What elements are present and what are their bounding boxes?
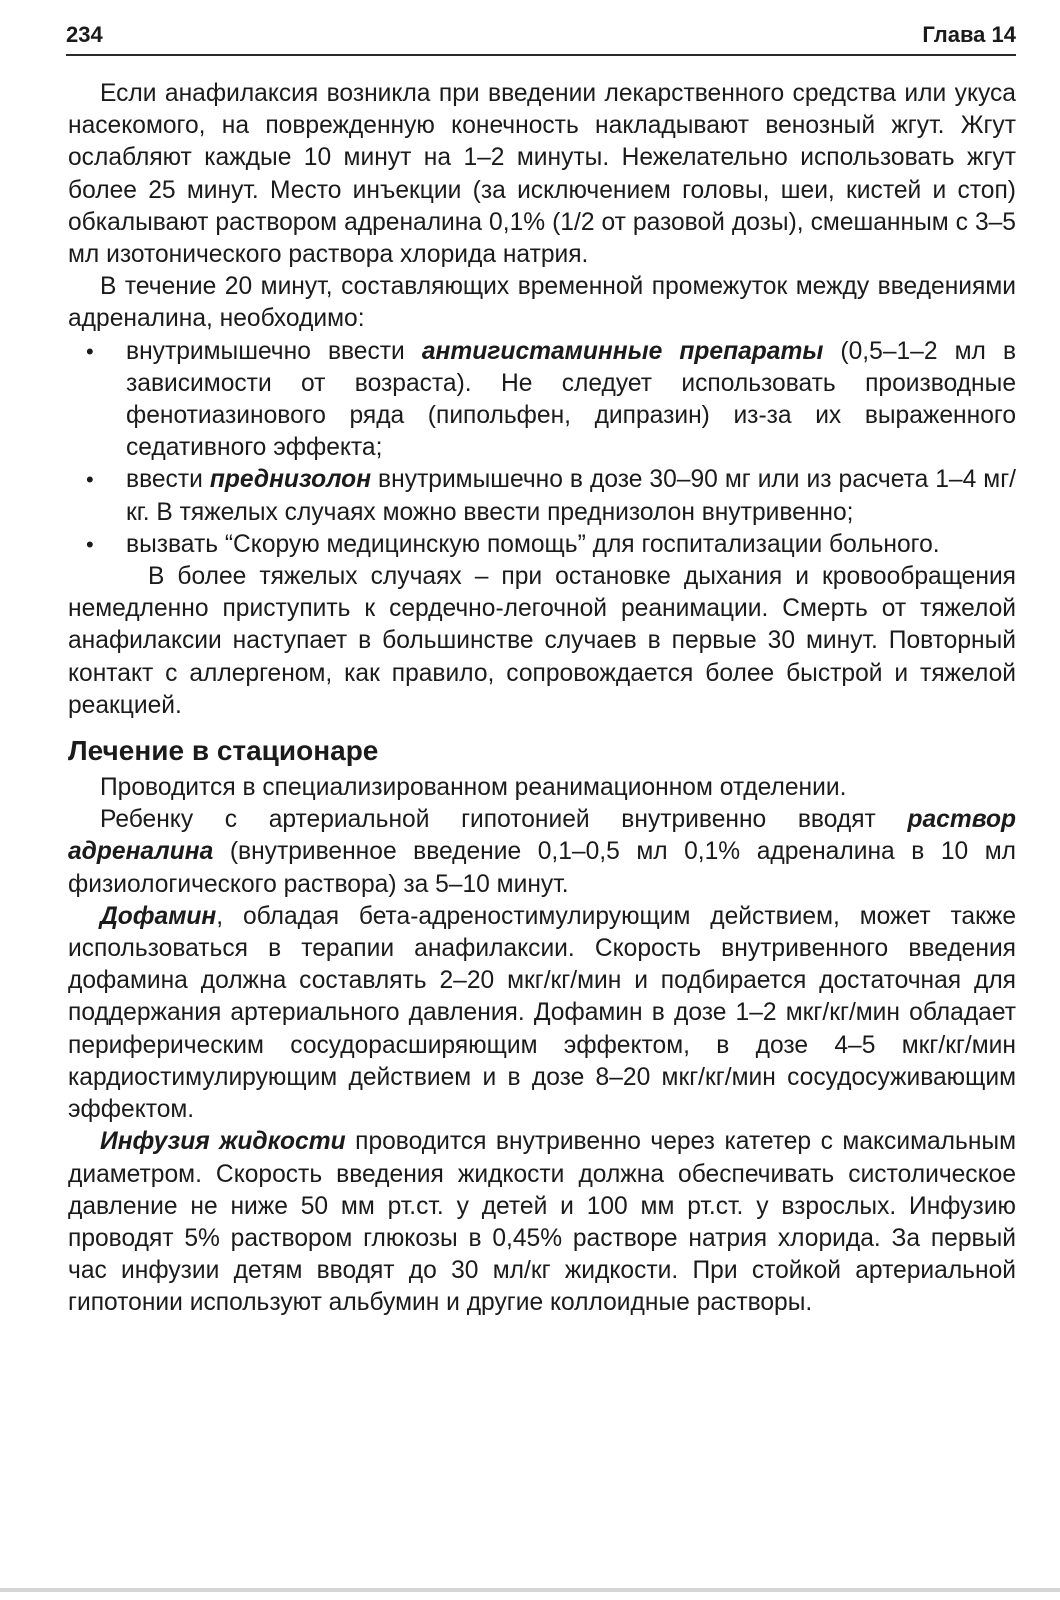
bullet-icon: •	[86, 531, 94, 557]
measures-list	[68, 336, 1016, 561]
running-header	[66, 18, 1016, 56]
drug-term: Дофамин	[100, 902, 217, 930]
list-item-text: вызвать “Скорую медицинскую помощь” для госпитализации больного.	[126, 530, 940, 558]
page-number: 234	[66, 22, 103, 47]
paragraph-icu: Проводится в специализированном реанимационном отделении.	[100, 774, 847, 802]
drug-term: преднизолон	[209, 466, 372, 494]
section-heading: Лечение в стационаре	[68, 735, 379, 767]
paragraph-anaphylaxis-tourniquet: Если анафилаксия возникла при введении лекарственного средства или укуса насекомого, на поврежденную конечность накладывают венозный жгут. Жгут ослабляют каждые 10 минут на 1–2 минуты. Нежелательно использовать жгут более 25 минут. Место инъекции (за исключением головы, шеи, кистей и стоп) обкалывают раствором адреналина 0,1% (1/2 от разовой дозы), смешанным с 3–5 мл изотонического раствора хлорида натрия.	[68, 80, 1016, 269]
paragraph-dopamine	[68, 901, 1016, 1126]
scan-edge	[0, 1588, 1060, 1592]
list-item-text: внутримышечно ввести	[126, 337, 422, 365]
list-item-text: (0,5–1–2 мл в зависимости от возраста). Не следует использовать производные фенотиазинового ряда (пипольфен, дипразин) из-за их выраженного седативного эффекта;	[126, 337, 1017, 462]
bullet-icon: •	[86, 338, 94, 364]
list-item-text: внутримышечно в дозе 30–90 мг или из расчета 1–4 мг/кг. В тяжелых случаях можно ввести преднизолон внутривенно;	[126, 466, 1016, 526]
list-item-text: ввести	[126, 466, 210, 494]
paragraph-fluid-infusion	[68, 1126, 1016, 1319]
paragraph-within-20-minutes: В течение 20 минут, составляющих временной промежуток между введениями адреналина, необходимо:	[68, 273, 1016, 333]
bullet-icon: •	[86, 467, 94, 493]
list-item	[68, 336, 1016, 465]
paragraph-text: (внутривенное введение 0,1–0,5 мл 0,1% адреналина в 10 мл физиологического раствора) за 5–10 минут.	[68, 838, 1016, 898]
drug-term: антигистаминные препараты	[421, 337, 824, 365]
drug-term: раствор адреналина	[68, 806, 1016, 866]
drug-term: Инфузия жидкости	[100, 1128, 346, 1156]
list-item	[68, 464, 1016, 528]
paragraph-adrenaline	[68, 804, 1016, 901]
page-body	[68, 78, 1016, 1320]
paragraph-text: , обладая бета-адреностимулирующим действием, может также использоваться в терапии анафилаксии. Скорость внутривенного введения дофамина должна составлять 2–20 мкг/кг/мин и подбирается достаточная для поддержания артериального давления. Дофамин в дозе 1–2 мкг/кг/мин обладает периферическим сосудорасширяющим эффектом, в дозе 4–5 мкг/кг/мин кардиостимулирующим действием и в дозе 8–20 мкг/кг/мин сосудосуживающим эффектом.	[68, 902, 1016, 1124]
paragraph-severe-cases: В более тяжелых случаях – при остановке дыхания и кровообращения немедленно приступить к сердечно-легочной реанимации. Смерть от тяжелой анафилаксии наступает в большинстве случаев в первые 30 минут. Повторный контакт с аллергеном, как правило, сопровождается более быстрой и тяжелой реакцией.	[68, 563, 1016, 719]
list-item	[68, 529, 1016, 561]
paragraph-text: проводится внутривенно через катетер с максимальным диаметром. Скорость введения жидкости должна обеспечивать систолическое давление не ниже 50 мм рт.ст. у детей и 100 мм рт.ст. у взрослых. Инфузию проводят 5% раствором глюкозы в 0,45% растворе натрия хлорида. За первый час инфузии детям вводят до 30 мл/кг жидкости. При стойкой артериальной гипотонии используют альбумин и другие коллоидные растворы.	[68, 1128, 1016, 1317]
chapter-title: Глава 14	[922, 22, 1016, 47]
paragraph-text: Ребенку с артериальной гипотонией внутривенно вводят	[100, 806, 908, 834]
